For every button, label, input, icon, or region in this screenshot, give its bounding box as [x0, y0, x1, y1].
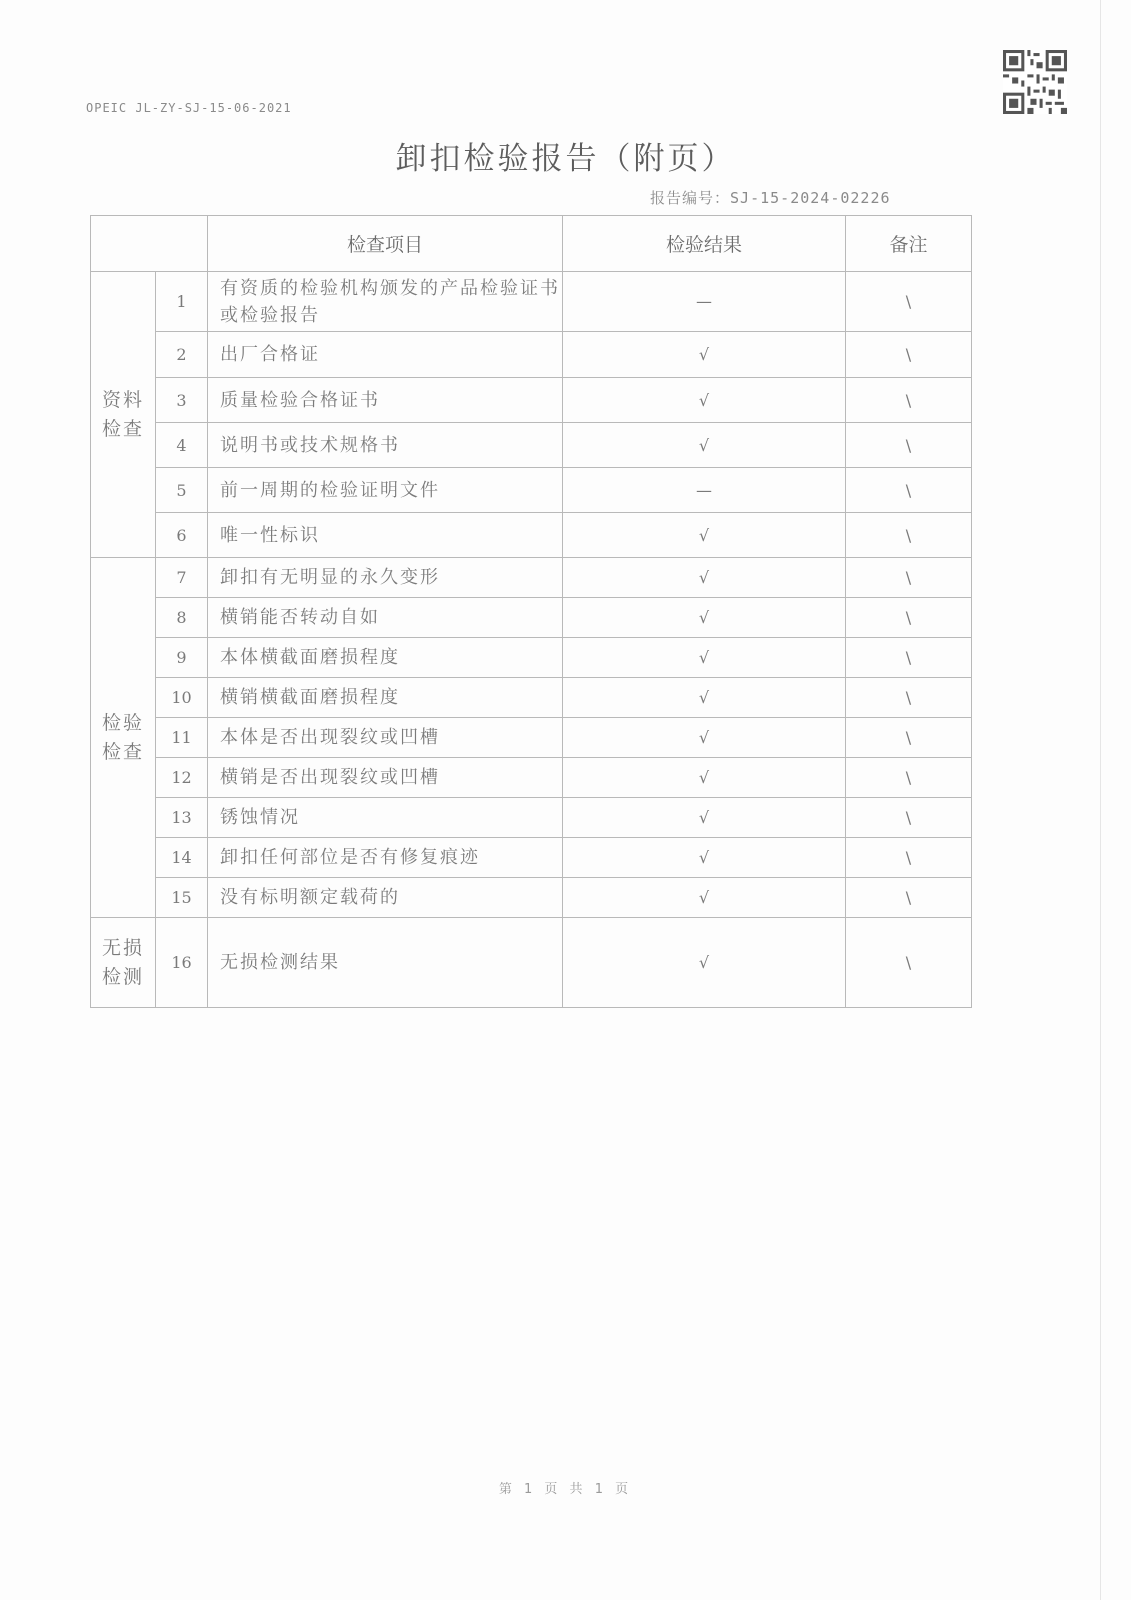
check-remark: \	[846, 513, 972, 558]
row-number: 10	[156, 678, 208, 718]
report-number	[650, 187, 891, 208]
table-row	[91, 598, 972, 638]
check-remark: \	[846, 423, 972, 468]
check-result: √	[563, 378, 846, 423]
row-number: 3	[156, 378, 208, 423]
check-item: 出厂合格证	[208, 332, 563, 378]
scan-edge-line	[1100, 0, 1101, 1600]
check-remark: \	[846, 332, 972, 378]
table-row	[91, 878, 972, 918]
row-number: 4	[156, 423, 208, 468]
table-row	[91, 758, 972, 798]
check-result: √	[563, 878, 846, 918]
table-row	[91, 838, 972, 878]
qr-code-icon	[1003, 50, 1067, 114]
check-remark: \	[846, 272, 972, 332]
check-result: √	[563, 838, 846, 878]
row-number: 16	[156, 918, 208, 1008]
header-item: 检查项目	[208, 216, 563, 272]
check-result: √	[563, 718, 846, 758]
table-row	[91, 918, 972, 1008]
report-title: 卸扣检验报告（附页）	[395, 141, 736, 177]
check-item: 没有标明额定载荷的	[208, 878, 563, 918]
header-result: 检验结果	[563, 216, 846, 272]
group-label: 检验 检查	[91, 558, 156, 918]
check-item: 有资质的检验机构颁发的产品检验证书或检验报告	[208, 272, 563, 332]
check-remark: \	[846, 838, 972, 878]
check-remark: \	[846, 598, 972, 638]
check-result: √	[563, 558, 846, 598]
table-row	[91, 468, 972, 513]
row-number: 5	[156, 468, 208, 513]
check-item: 横销横截面磨损程度	[208, 678, 563, 718]
check-result: —	[563, 468, 846, 513]
table-row	[91, 798, 972, 838]
document-code: OPEIC JL-ZY-SJ-15-06-2021	[86, 101, 292, 115]
check-item: 横销能否转动自如	[208, 598, 563, 638]
row-number: 13	[156, 798, 208, 838]
check-item: 卸扣有无明显的永久变形	[208, 558, 563, 598]
row-number: 6	[156, 513, 208, 558]
check-remark: \	[846, 718, 972, 758]
header-remark: 备注	[846, 216, 972, 272]
table-row	[91, 423, 972, 468]
check-remark: \	[846, 758, 972, 798]
row-number: 14	[156, 838, 208, 878]
header-blank	[91, 216, 208, 272]
row-number: 11	[156, 718, 208, 758]
report-number-value: SJ-15-2024-02226	[730, 189, 891, 207]
check-item: 本体是否出现裂纹或凹槽	[208, 718, 563, 758]
check-item: 卸扣任何部位是否有修复痕迹	[208, 838, 563, 878]
check-result: √	[563, 758, 846, 798]
check-result: √	[563, 638, 846, 678]
check-result: —	[563, 272, 846, 332]
table-header-row	[91, 216, 972, 272]
check-remark: \	[846, 878, 972, 918]
check-remark: \	[846, 378, 972, 423]
check-result: √	[563, 678, 846, 718]
check-remark: \	[846, 468, 972, 513]
check-remark: \	[846, 558, 972, 598]
check-item: 质量检验合格证书	[208, 378, 563, 423]
check-remark: \	[846, 918, 972, 1008]
inspection-table	[90, 215, 972, 1008]
check-remark: \	[846, 638, 972, 678]
row-number: 2	[156, 332, 208, 378]
check-remark: \	[846, 798, 972, 838]
table-row	[91, 558, 972, 598]
table-row	[91, 718, 972, 758]
check-result: √	[563, 598, 846, 638]
table-row	[91, 638, 972, 678]
check-item: 无损检测结果	[208, 918, 563, 1008]
check-item: 唯一性标识	[208, 513, 563, 558]
row-number: 1	[156, 272, 208, 332]
check-result: √	[563, 423, 846, 468]
check-result: √	[563, 918, 846, 1008]
page-footer: 第 1 页 共 1 页	[498, 1482, 633, 1497]
check-result: √	[563, 332, 846, 378]
table-row	[91, 378, 972, 423]
row-number: 15	[156, 878, 208, 918]
table-row	[91, 272, 972, 332]
check-item: 前一周期的检验证明文件	[208, 468, 563, 513]
check-item: 说明书或技术规格书	[208, 423, 563, 468]
row-number: 8	[156, 598, 208, 638]
check-item: 本体横截面磨损程度	[208, 638, 563, 678]
check-item: 横销是否出现裂纹或凹槽	[208, 758, 563, 798]
row-number: 12	[156, 758, 208, 798]
table-row	[91, 513, 972, 558]
report-number-label: 报告编号：	[650, 189, 731, 207]
check-result: √	[563, 798, 846, 838]
group-label: 无损 检测	[91, 918, 156, 1008]
check-result: √	[563, 513, 846, 558]
row-number: 7	[156, 558, 208, 598]
check-item: 锈蚀情况	[208, 798, 563, 838]
table-row	[91, 332, 972, 378]
group-label: 资料 检查	[91, 272, 156, 558]
check-remark: \	[846, 678, 972, 718]
row-number: 9	[156, 638, 208, 678]
table-row	[91, 678, 972, 718]
